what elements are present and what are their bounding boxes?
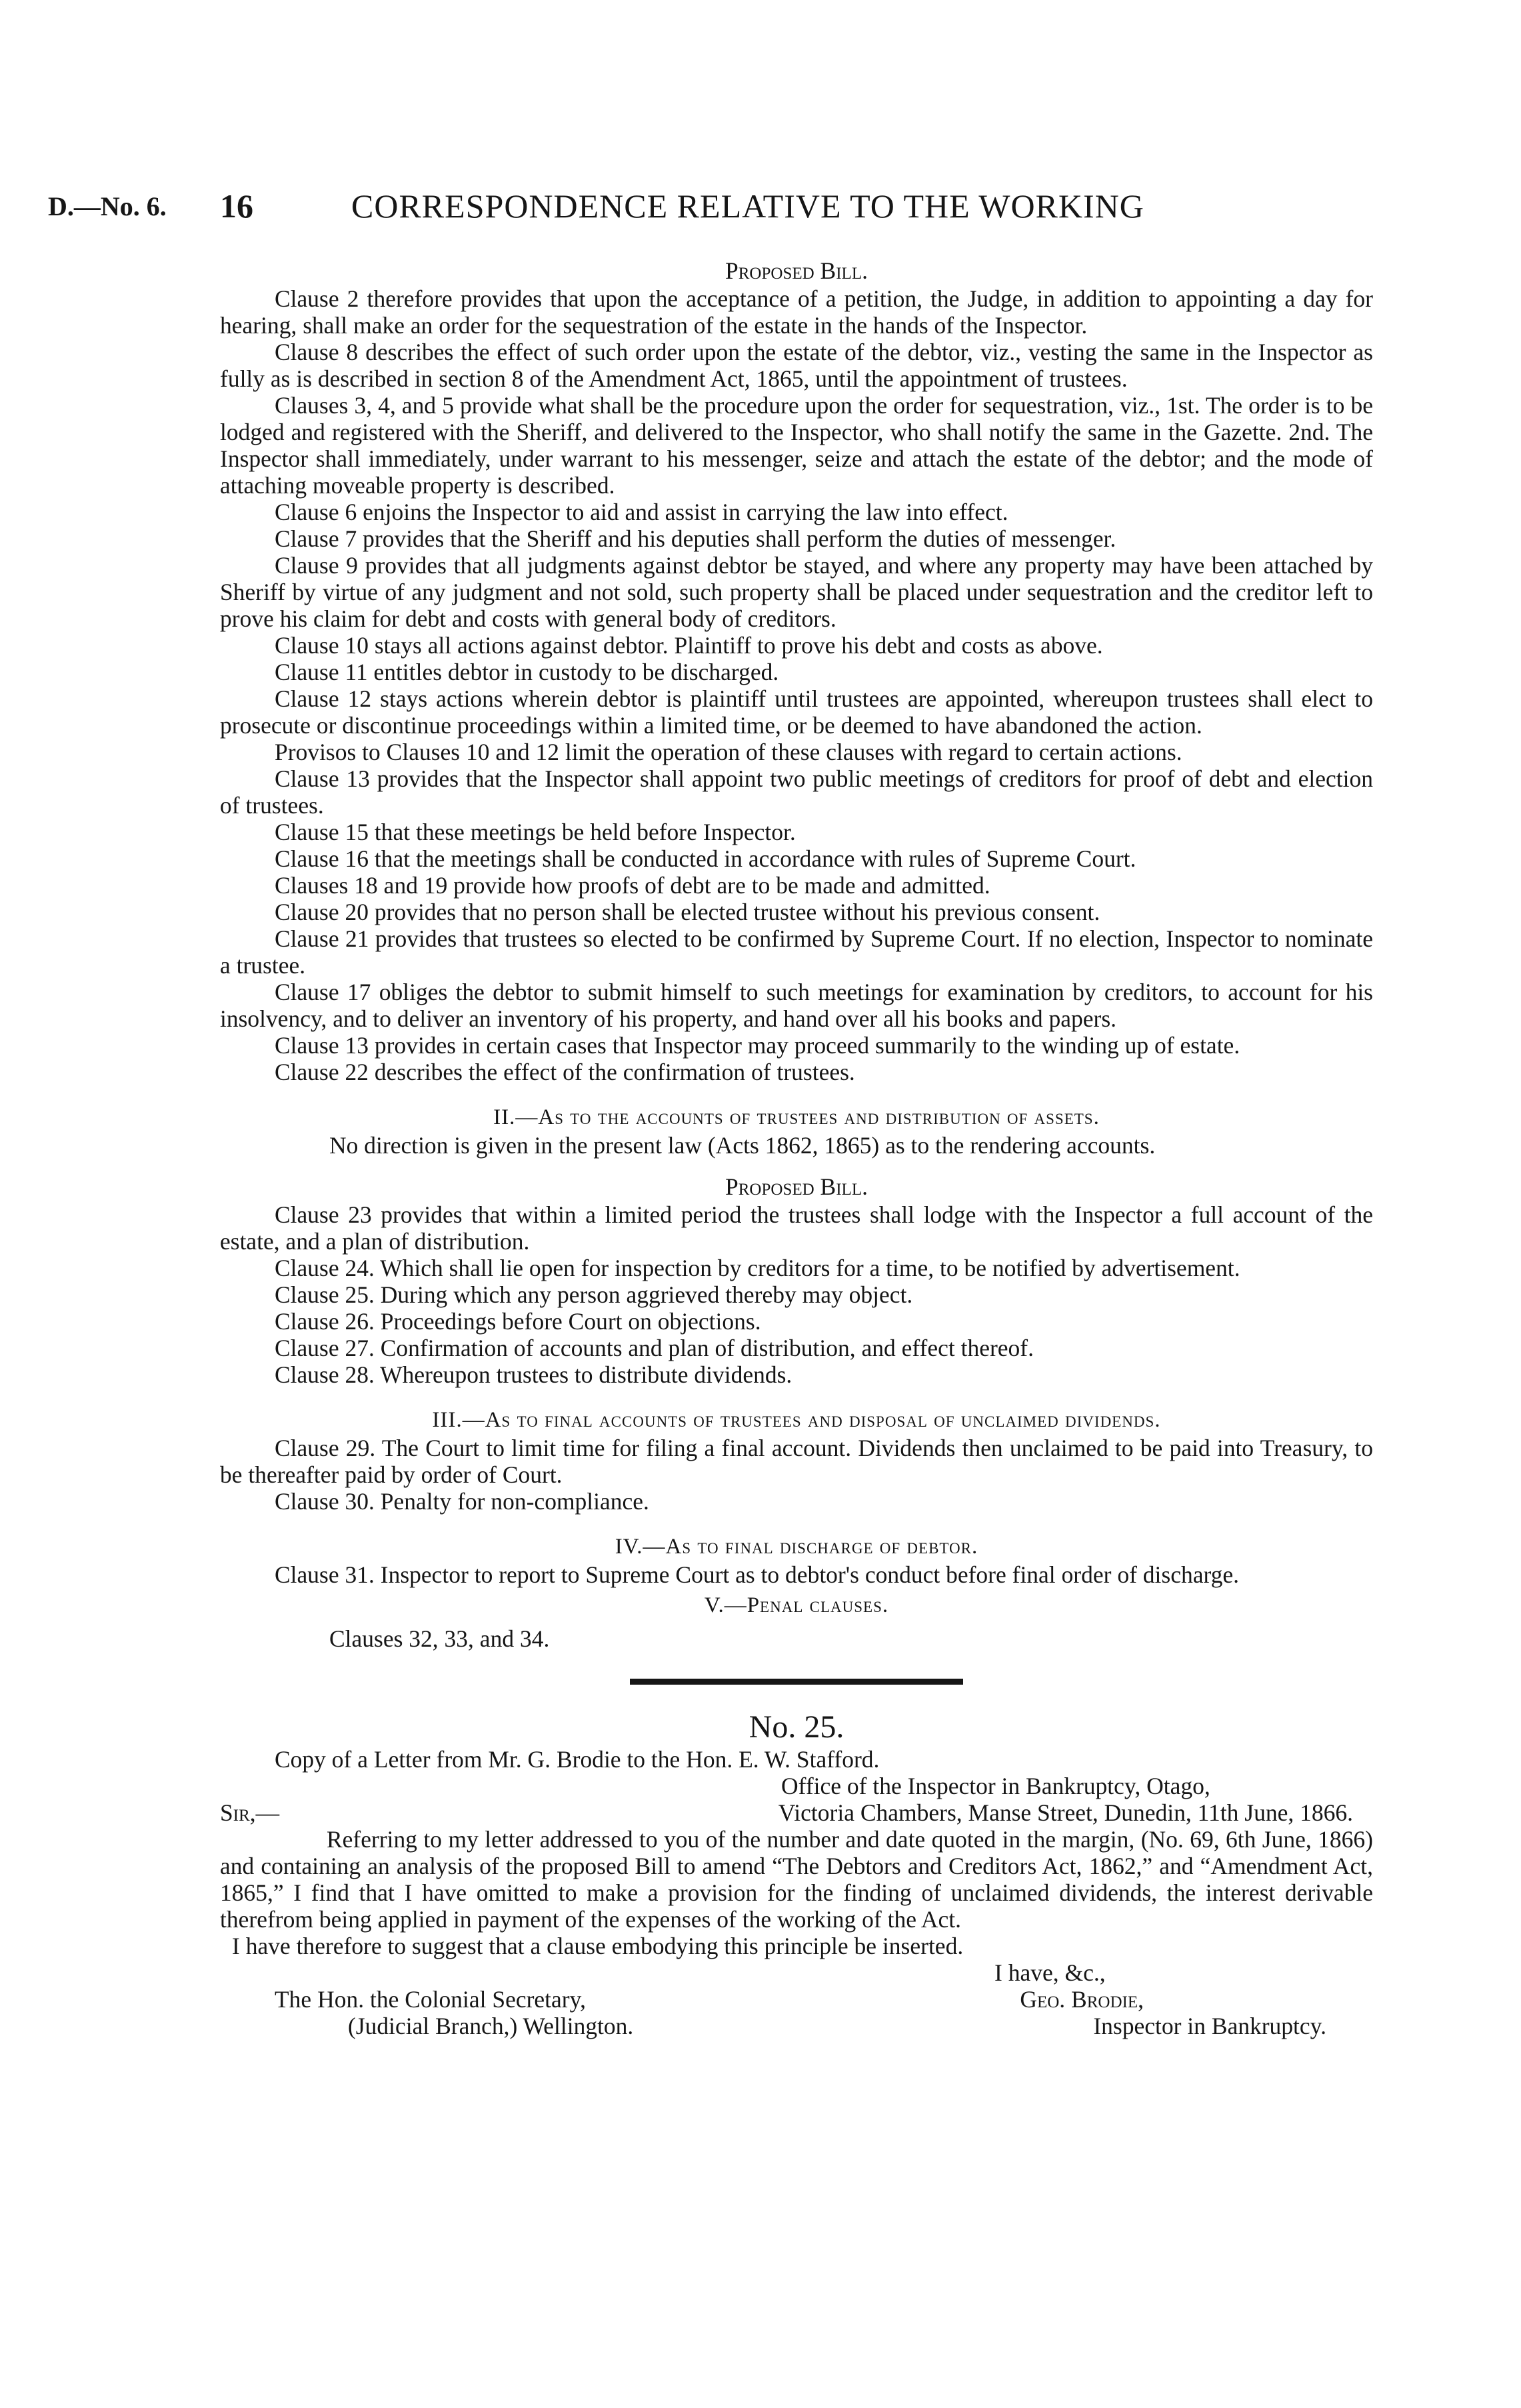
paragraph: No direction is given in the present law (Acts 1862, 1865) as to the rendering accounts. [329, 1132, 1156, 1159]
section1-paragraphs [220, 285, 1373, 1085]
letter-closing: I have, &c., [994, 1959, 1106, 1986]
section-heading: IV.—As to final discharge of debtor. [615, 1535, 978, 1559]
paragraph: Clause 24. Which shall lie open for inspection by creditors for a time, to be notified by advertisement. [275, 1255, 1240, 1281]
section-subheading: Proposed Bill. [725, 1173, 868, 1200]
paragraph: Provisos to Clauses 10 and 12 limit the operation of these clauses with regard to certain actions. [275, 739, 1182, 765]
paragraph: Clause 13 provides in certain cases that Inspector may proceed summarily to the winding up of estate. [275, 1032, 1240, 1059]
letter-body: Referring to my letter addressed to you of the number and date quoted in the margin, (No. 69, 6th June, 1866) and containing an analysis of the proposed Bill to amend “The Debtors and Creditors Act, 1862,” and “Amendment Act, 1865,” I find that I have omitted to make a provision for the finding of unclaimed dividends, the interest derivable therefrom being applied in payment of the expenses of the working of the Act. [220, 1826, 1373, 1933]
letter-title: Copy of a Letter from Mr. G. Brodie to the Hon. E. W. Stafford. [275, 1746, 880, 1773]
letter-body: I have therefore to suggest that a clause embodying this principle be inserted. [232, 1933, 964, 1959]
paragraph: Clause 30. Penalty for non-compliance. [275, 1488, 649, 1515]
paragraph: Clause 16 that the meetings shall be conducted in accordance with rules of Supreme Court. [275, 845, 1136, 872]
paragraph: Clause 26. Proceedings before Court on objections. [275, 1308, 761, 1335]
paragraph: Clause 15 that these meetings be held before Inspector. [275, 819, 796, 845]
paragraph: Clause 10 stays all actions against debtor. Plaintiff to prove his debt and costs as above. [275, 632, 1103, 659]
salutation-row [220, 1799, 1373, 1826]
paragraph: Clause 31. Inspector to report to Supreme Court as to debtor's conduct before final order of discharge. [275, 1561, 1240, 1588]
paragraph: Clause 28. Whereupon trustees to distribute dividends. [275, 1361, 792, 1388]
paragraph: Clause 13 provides that the Inspector shall appoint two public meetings of creditors for proof of debt and election of trustees. [220, 765, 1373, 819]
running-title: CORRESPONDENCE RELATIVE TO THE WORKING [351, 187, 1144, 225]
paragraph: Clauses 3, 4, and 5 provide what shall be the procedure upon the order for sequestration, viz., 1st. The order is to be lodged and registered with the Sheriff, and delivered to the Inspector, who shall notify the same in the Gazette. 2nd. The Inspector shall immediately, under warrant to his messenger, seize and attach the estate of the debtor; and the mode of attaching moveable property is described. [220, 392, 1373, 499]
address-date: Victoria Chambers, Manse Street, Dunedin, 11th June, 1866. [778, 1799, 1353, 1826]
paragraph: Clauses 32, 33, and 34. [329, 1625, 550, 1652]
section3-paragraphs [220, 1435, 1373, 1515]
signature [1020, 1986, 1373, 2039]
paragraph: Clause 21 provides that trustees so elected to be confirmed by Supreme Court. If no election, Inspector to nominate a trustee. [220, 925, 1373, 979]
page-number: 16 [220, 187, 253, 225]
paragraph: Clause 29. The Court to limit time for filing a final account. Dividends then unclaimed to be paid into Treasury, to be thereafter paid by order of Court. [220, 1435, 1373, 1488]
section-heading: V.—Penal clauses. [704, 1593, 889, 1617]
letter-office: Office of the Inspector in Bankruptcy, Otago, [781, 1773, 1210, 1799]
paragraph: Clause 22 describes the effect of the confirmation of trustees. [275, 1059, 855, 1085]
recipient-line: The Hon. the Colonial Secretary, [275, 1986, 586, 2013]
section2-paragraphs [220, 1201, 1373, 1388]
section4-paragraphs [220, 1561, 1373, 1588]
section-heading: Proposed Bill. [725, 257, 868, 284]
paragraph: Clause 2 therefore provides that upon the acceptance of a petition, the Judge, in addition to appointing a day for hearing, shall make an order for the sequestration of the estate in the hands of the Inspector. [220, 285, 1373, 339]
salutation: Sir,— [220, 1799, 280, 1826]
paragraph: Clauses 18 and 19 provide how proofs of debt are to be made and admitted. [275, 872, 990, 899]
paragraph: Clause 20 provides that no person shall be elected trustee without his previous consent. [275, 899, 1100, 925]
section-heading: II.—As to the accounts of trustees and distribution of assets. [493, 1105, 1100, 1129]
paragraph: Clause 27. Confirmation of accounts and plan of distribution, and effect thereof. [275, 1335, 1034, 1361]
signature-title: Inspector in Bankruptcy. [1093, 2013, 1326, 2039]
paragraph: Clause 17 obliges the debtor to submit himself to such meetings for examination by creditors, to account for his insolvency, and to deliver an inventory of his property, and hand over all his books and papers. [220, 979, 1373, 1032]
paragraph: Clause 25. During which any person aggrieved thereby may object. [275, 1281, 913, 1308]
recipient [220, 1986, 633, 2039]
document-body [220, 253, 1373, 2039]
signature-block [220, 1986, 1373, 2039]
section-divider [630, 1679, 963, 1685]
paragraph: Clause 7 provides that the Sheriff and his deputies shall perform the duties of messenger. [275, 525, 1116, 552]
recipient-line: (Judicial Branch,) Wellington. [348, 2013, 634, 2039]
paragraph: Clause 12 stays actions wherein debtor is plaintiff until trustees are appointed, whereupon trustees shall elect to prosecute or discontinue proceedings within a limited time, or be deemed to have abandoned the action. [220, 685, 1373, 739]
paragraph: Clause 9 provides that all judgments against debtor be stayed, and where any property may have been attached by Sheriff by virtue of any judgment and not sold, such property shall be placed under sequestration and the creditor left to prove his claim for debt and costs with general body of creditors. [220, 552, 1373, 632]
paragraph: Clause 8 describes the effect of such order upon the estate of the debtor, viz., vesting the same in the Inspector as fully as is described in section 8 of the Amendment Act, 1865, until the appointment of trustees. [220, 339, 1373, 392]
section-heading: III.—As to final accounts of trustees and disposal of unclaimed dividends. [432, 1408, 1161, 1432]
paragraph: Clause 11 entitles debtor in custody to be discharged. [275, 659, 779, 685]
paragraph: Clause 6 enjoins the Inspector to aid and assist in carrying the law into effect. [275, 499, 1008, 525]
paragraph: Clause 23 provides that within a limited period the trustees shall lodge with the Inspector a full account of the estate, and a plan of distribution. [220, 1201, 1373, 1255]
signature-name: Geo. Brodie, [1020, 1986, 1144, 2013]
letter-number: No. 25. [749, 1709, 844, 1745]
document-id: D.—No. 6. [48, 191, 167, 221]
